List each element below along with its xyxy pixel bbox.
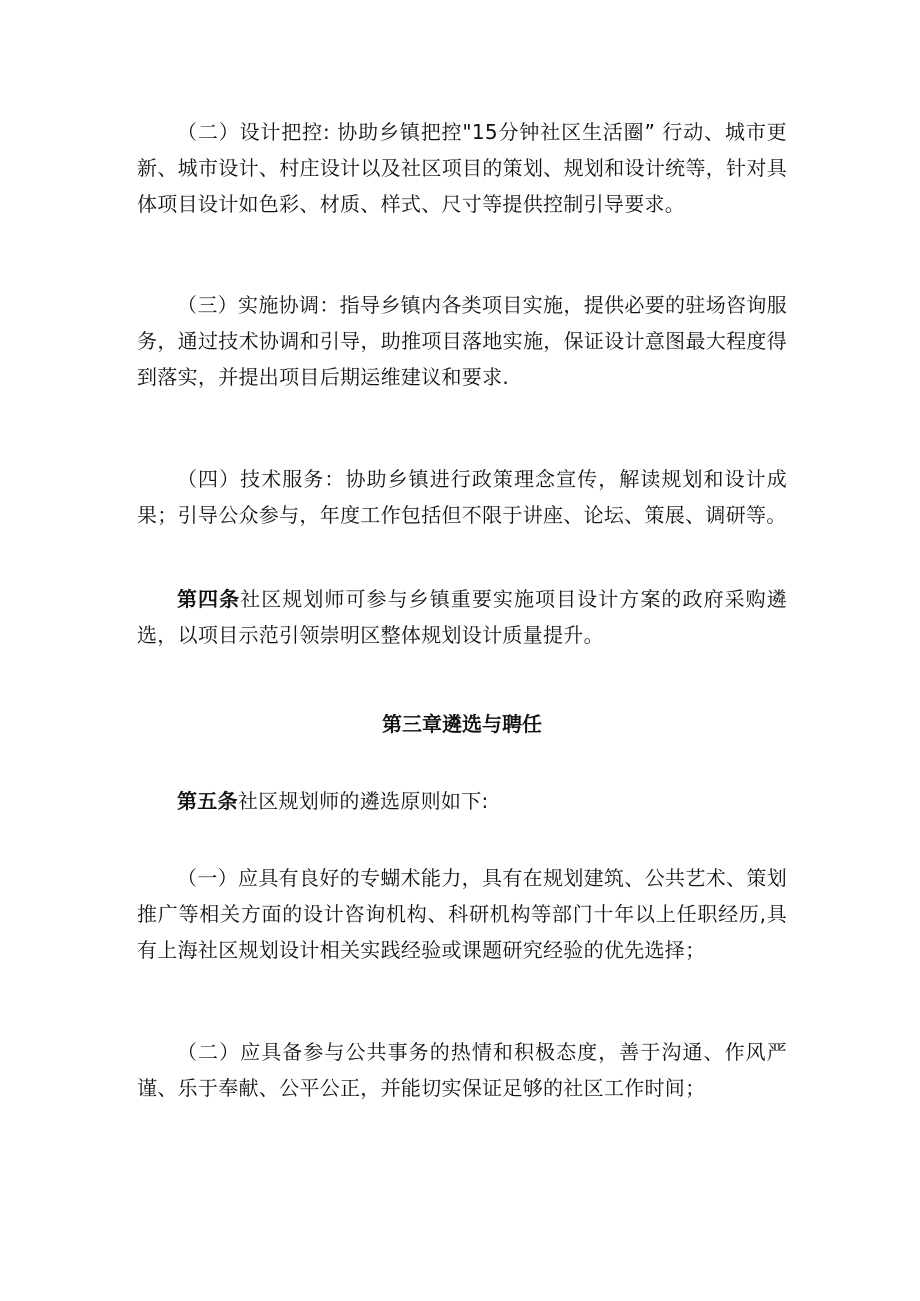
paragraph-text: 社区规划师的遴选原则如下: <box>237 789 489 813</box>
paragraph-text: （三）实施协调：指导乡镇内各类项目实施，提供必要的驻场咨询服务，通过技术协调和引导，助推项目落地实施，保证设计意图最大程度得到落实，并提出项目后期运维建议和要求. <box>137 293 787 389</box>
paragraph-article-five <box>137 783 787 819</box>
chapter-heading: 第三章遴选与聘任 <box>382 712 542 736</box>
article-number: 第五条 <box>177 789 238 813</box>
paragraph-text: （二）设计把控: 协助乡镇把控"15分钟社区生活圈” 行动、城市更新、城市设计、村庄设计以及社区项目的策划、规划和设计统等，针对具体项目设计如色彩、材质、样式、尺寸等提供控制引导要求。 <box>137 120 787 216</box>
paragraph-design-control <box>137 114 787 222</box>
paragraph-technical-service <box>137 461 787 533</box>
paragraph-text: 社区规划师可参与乡镇重要实施项目设计方案的政府采购遴选，以项目示范引领崇明区整体规划设计质量提升。 <box>137 587 787 647</box>
article-number: 第四条 <box>177 587 241 611</box>
paragraph-text: （一）应具有良好的专蝴术能力，具有在规划建筑、公共艺术、策划推广等相关方面的设计咨询机构、科研机构等部门十年以上任职经历,具有上海社区规划设计相关实践经验或课题研究经验的优先选择； <box>137 866 787 962</box>
paragraph-text: （二）应具备参与公共事务的热情和积极态度，善于沟通、作风严谨、乐于奉献、公平公正，并能切实保证足够的社区工作时间； <box>137 1040 787 1100</box>
paragraph-selection-criteria-two <box>137 1034 787 1106</box>
paragraph-implementation-coordination <box>137 287 787 395</box>
paragraph-article-four <box>137 581 787 653</box>
paragraph-selection-criteria-one <box>137 860 787 968</box>
paragraph-text: （四）技术服务：协助乡镇进行政策理念宣传，解读规划和设计成果；引导公众参与，年度工作包括但不限于讲座、论坛、策展、调研等。 <box>137 467 787 527</box>
